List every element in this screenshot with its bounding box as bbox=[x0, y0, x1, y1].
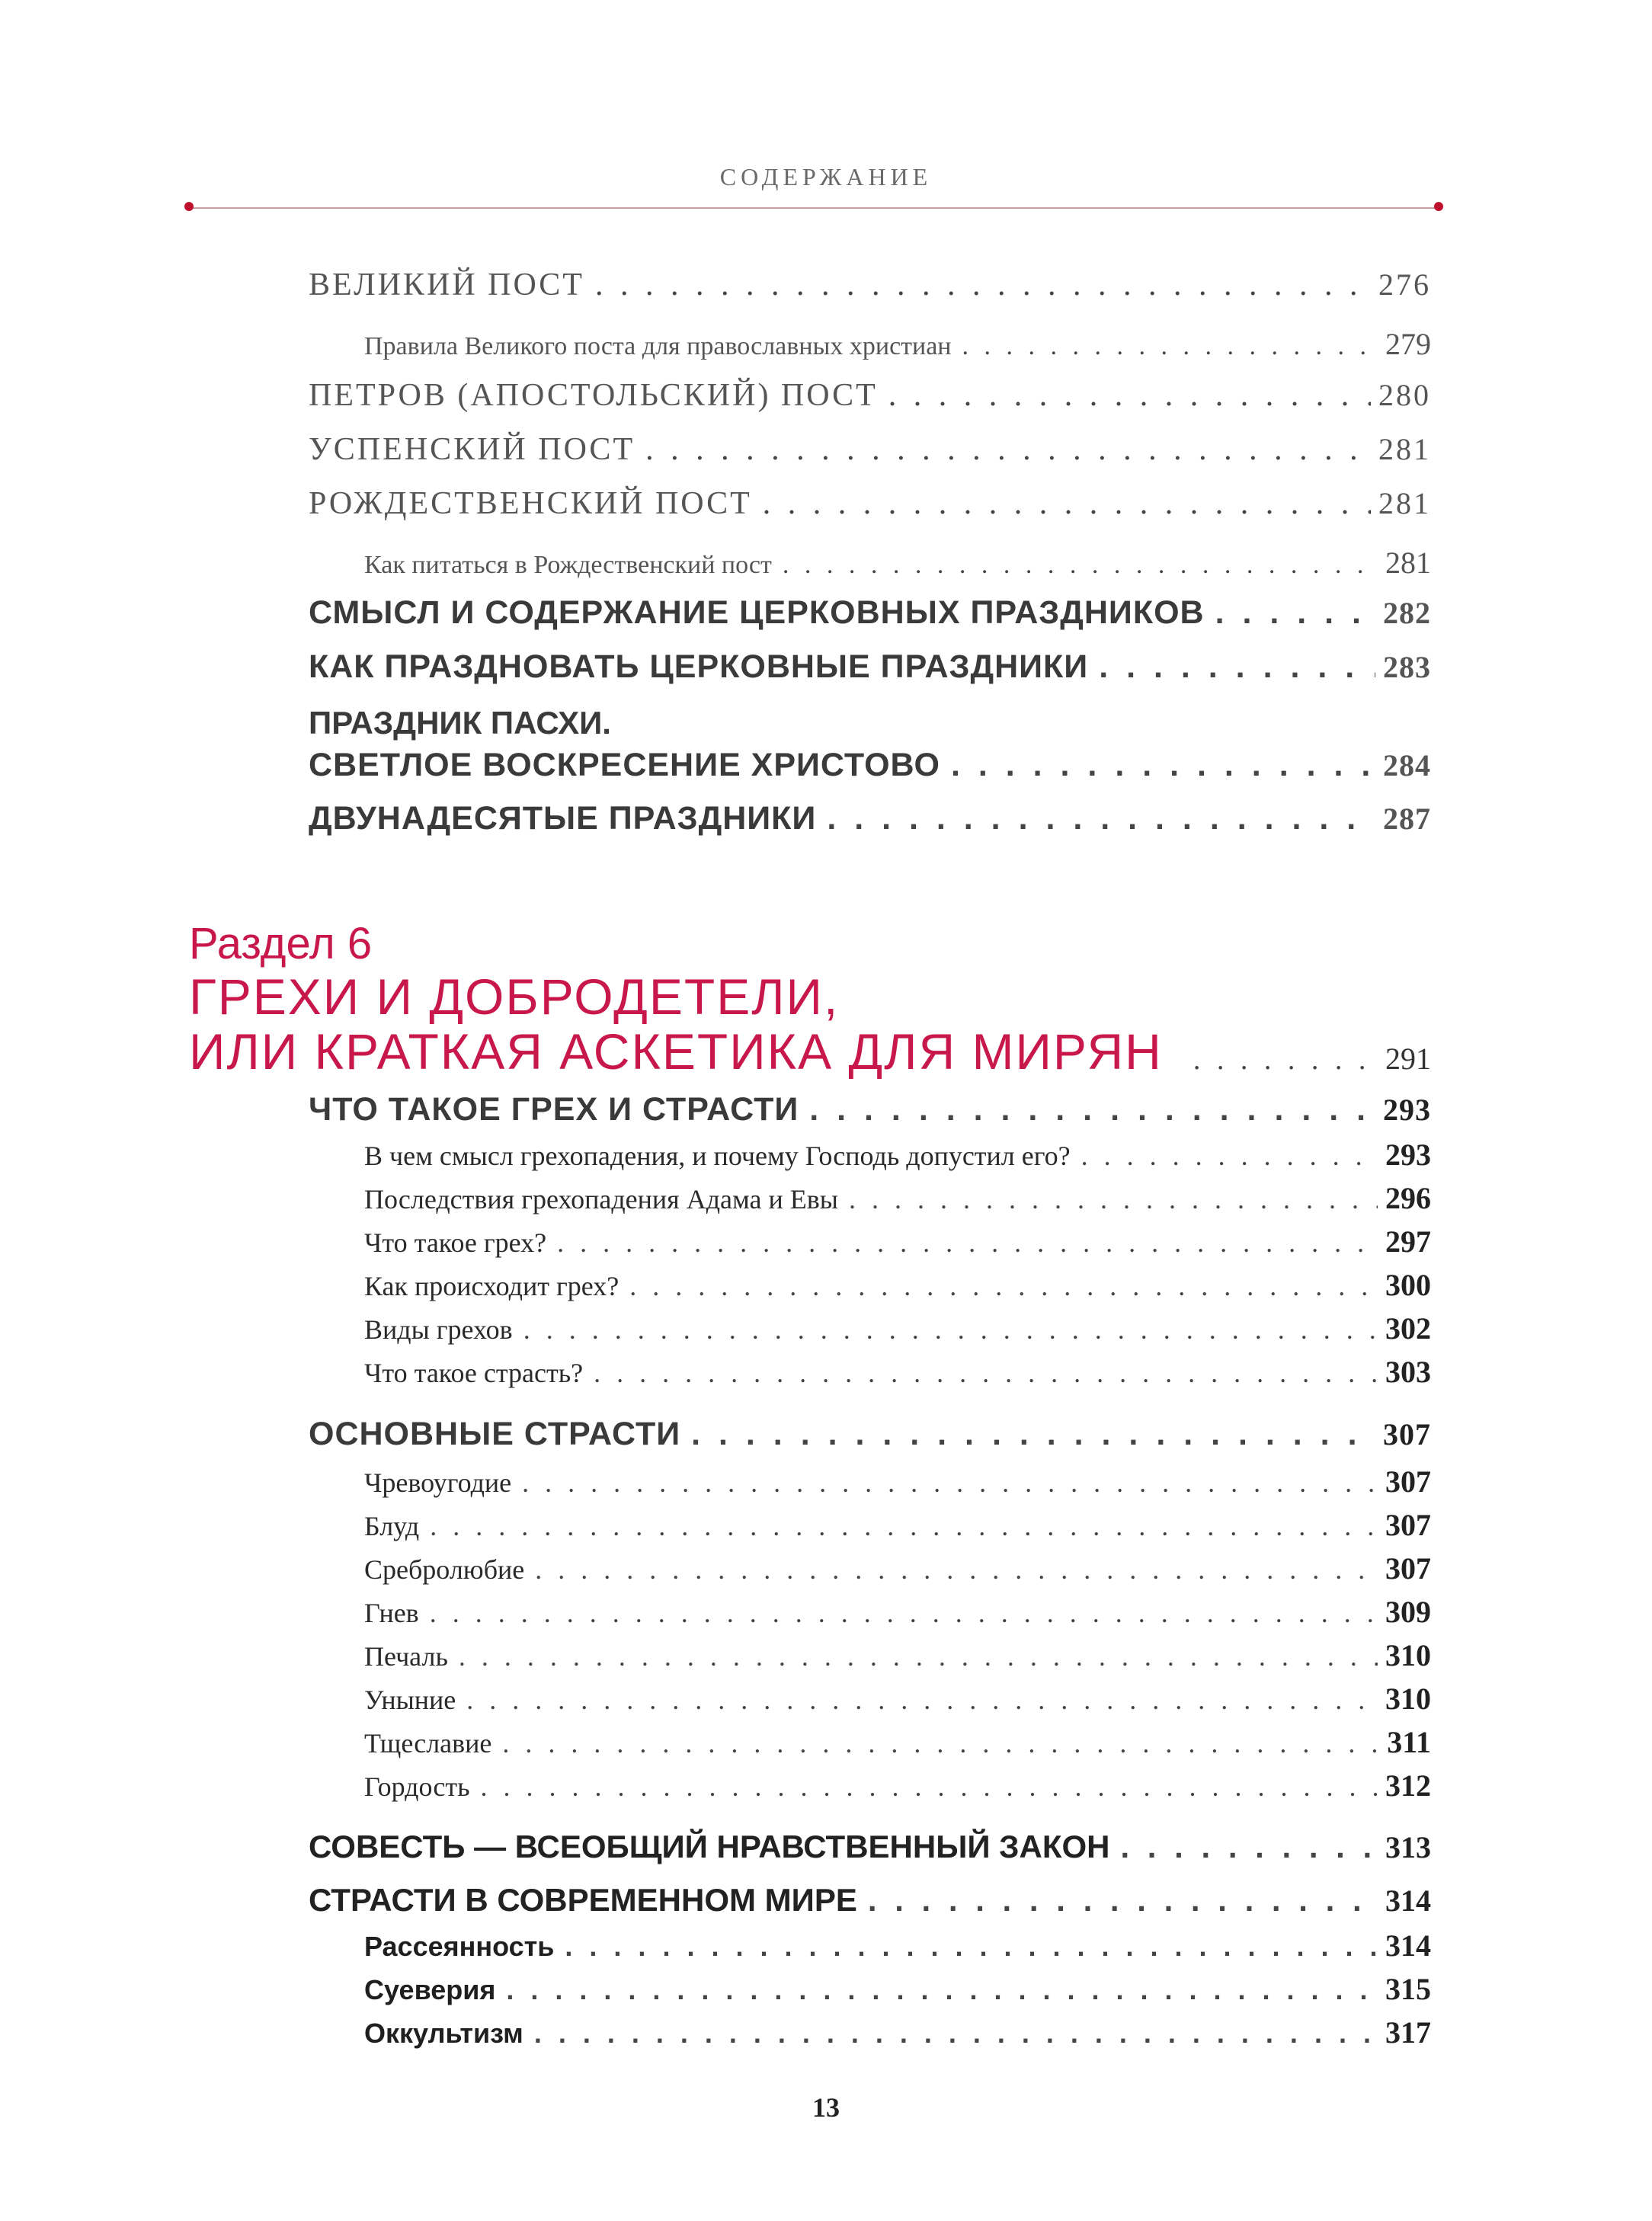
toc-entry-label: Что такое грех? bbox=[364, 1227, 547, 1258]
toc-entry-label: Суеверия bbox=[364, 1974, 496, 2005]
toc-entry-page: 310 bbox=[1385, 1638, 1431, 1672]
leader-dots bbox=[430, 1597, 1378, 1629]
toc-entry-page: 287 bbox=[1383, 802, 1431, 836]
leader-dots bbox=[594, 1357, 1378, 1389]
toc-entry-page: 311 bbox=[1387, 1725, 1431, 1759]
toc-subentry[interactable] bbox=[364, 1971, 1431, 2007]
leader-dots bbox=[502, 1727, 1379, 1759]
toc-entry[interactable] bbox=[309, 431, 1431, 468]
toc-entry-page: 297 bbox=[1385, 1224, 1431, 1259]
leader-dots bbox=[430, 1510, 1378, 1542]
toc-entry-page: 284 bbox=[1383, 748, 1431, 782]
leader-dots bbox=[506, 1974, 1378, 2006]
section-page: 291 bbox=[1385, 1042, 1431, 1076]
toc-entry-label: РОЖДЕСТВЕНСКИЙ ПОСТ bbox=[309, 486, 752, 521]
leader-dots bbox=[1081, 1140, 1378, 1172]
toc-subentry[interactable] bbox=[364, 1551, 1431, 1586]
toc-entry-label: Как питаться в Рождественский пост bbox=[364, 551, 772, 579]
leader-dots bbox=[1215, 594, 1375, 632]
toc-entry-page: 279 bbox=[1385, 327, 1431, 361]
toc-entry-label: СОВЕСТЬ — ВСЕОБЩИЙ НРАВСТВЕННЫЙ ЗАКОН bbox=[309, 1829, 1110, 1864]
toc-entry-label: Что такое страсть? bbox=[364, 1358, 584, 1388]
toc-subentry[interactable] bbox=[364, 1637, 1431, 1673]
toc-subentry[interactable] bbox=[364, 1311, 1431, 1346]
toc-entry-page: 280 bbox=[1378, 378, 1431, 412]
toc-entry-page: 313 bbox=[1385, 1830, 1431, 1864]
leader-dots bbox=[565, 1931, 1378, 1963]
toc-entry-label: ПЕТРОВ (АПОСТОЛЬСКИЙ) ПОСТ bbox=[309, 378, 878, 413]
toc-subentry[interactable] bbox=[364, 1180, 1431, 1216]
toc-entry-page: 309 bbox=[1385, 1595, 1431, 1629]
leader-dots bbox=[1099, 648, 1375, 686]
toc-entry-label: Виды грехов bbox=[364, 1314, 513, 1345]
leader-dots bbox=[557, 1227, 1378, 1259]
toc-entry-label: СМЫСЛ И СОДЕРЖАНИЕ ЦЕРКОВНЫХ ПРАЗДНИКОВ bbox=[309, 594, 1205, 631]
toc-subentry[interactable] bbox=[364, 1464, 1431, 1499]
toc-entry-label: Сребролюбие bbox=[364, 1554, 525, 1585]
toc-subentry[interactable] bbox=[364, 1768, 1431, 1803]
header-rule bbox=[189, 207, 1439, 209]
toc-entry-page: 283 bbox=[1383, 650, 1431, 684]
toc-entry[interactable] bbox=[309, 747, 1431, 784]
toc-entry-page: 281 bbox=[1378, 432, 1431, 466]
leader-dots bbox=[629, 1270, 1378, 1302]
toc-subentry[interactable] bbox=[364, 545, 1431, 581]
toc-subentry[interactable] bbox=[364, 326, 1431, 362]
toc-subentry[interactable] bbox=[364, 1594, 1431, 1630]
toc-entry-page: 302 bbox=[1385, 1311, 1431, 1346]
leader-dots bbox=[888, 377, 1371, 414]
toc-entry-label: УСПЕНСКИЙ ПОСТ bbox=[309, 432, 636, 467]
toc-entry-page: 317 bbox=[1385, 2015, 1431, 2050]
toc-entry-label: Гнев bbox=[364, 1598, 419, 1628]
toc-entry[interactable] bbox=[309, 800, 1431, 837]
toc-entry-label: Тщеславие bbox=[364, 1728, 492, 1759]
toc-entry-page: 293 bbox=[1385, 1138, 1431, 1172]
leader-dots bbox=[466, 1684, 1378, 1716]
toc-entry-label: ОСНОВНЫЕ СТРАСТИ bbox=[309, 1416, 681, 1452]
toc-entry[interactable] bbox=[309, 594, 1431, 632]
toc-subentry[interactable] bbox=[364, 1681, 1431, 1717]
toc-entry-label: СТРАСТИ В СОВРЕМЕННОМ МИРЕ bbox=[309, 1882, 857, 1918]
toc-entry-page: 293 bbox=[1383, 1093, 1431, 1127]
toc-entry-label: Рассеянность bbox=[364, 1931, 555, 1962]
toc-subentry[interactable] bbox=[364, 2015, 1431, 2050]
leader-dots bbox=[1120, 1829, 1378, 1865]
toc-entry-label: СВЕТЛОЕ ВОСКРЕСЕНИЕ ХРИСТОВО bbox=[309, 747, 940, 783]
section-label: Раздел 6 bbox=[189, 919, 373, 968]
toc-entry-page: 310 bbox=[1385, 1682, 1431, 1716]
toc-entry-page: 303 bbox=[1385, 1355, 1431, 1389]
toc-entry[interactable] bbox=[309, 267, 1431, 303]
toc-entry-page: 312 bbox=[1385, 1768, 1431, 1803]
leader-dots bbox=[868, 1882, 1378, 1919]
toc-entry-label: Гордость bbox=[364, 1771, 470, 1802]
toc-entry-page: 281 bbox=[1385, 546, 1431, 580]
toc-entry[interactable] bbox=[309, 648, 1431, 686]
toc-entry-page: 307 bbox=[1385, 1551, 1431, 1586]
toc-entry-page: 296 bbox=[1385, 1181, 1431, 1215]
toc-entry-label: Правила Великого поста для православных христиан bbox=[364, 332, 952, 360]
toc-entry-label: ЧТО ТАКОЕ ГРЕХ И СТРАСТИ bbox=[309, 1091, 799, 1128]
toc-entry[interactable] bbox=[309, 1882, 1431, 1919]
toc-entry-label: Как происходит грех? bbox=[364, 1271, 620, 1301]
leader-dots bbox=[645, 431, 1371, 468]
toc-subentry[interactable] bbox=[364, 1224, 1431, 1259]
toc-entry-label: Чревоугодие bbox=[364, 1467, 512, 1498]
leader-dots bbox=[595, 267, 1371, 303]
header-rule-dot-right bbox=[1434, 202, 1443, 211]
leader-dots bbox=[534, 2018, 1378, 2050]
toc-entry[interactable] bbox=[309, 377, 1431, 414]
page-number: 13 bbox=[812, 2092, 840, 2123]
section-entry[interactable] bbox=[189, 1022, 1431, 1080]
leader-dots bbox=[783, 551, 1378, 580]
leader-dots bbox=[962, 332, 1378, 361]
leader-dots bbox=[951, 747, 1375, 784]
toc-entry[interactable] bbox=[309, 485, 1431, 522]
toc-entry-page: 315 bbox=[1385, 1972, 1431, 2006]
toc-entry-page: 300 bbox=[1385, 1268, 1431, 1302]
toc-entry-page: 307 bbox=[1385, 1508, 1431, 1542]
toc-subentry[interactable] bbox=[364, 1267, 1431, 1303]
leader-dots bbox=[691, 1416, 1375, 1453]
toc-subentry[interactable] bbox=[364, 1724, 1431, 1760]
toc-entry-page: 281 bbox=[1378, 486, 1431, 520]
leader-dots bbox=[481, 1771, 1378, 1803]
leader-dots bbox=[459, 1640, 1378, 1672]
toc-subentry[interactable] bbox=[364, 1354, 1431, 1390]
toc-entry-label: ДВУНАДЕСЯТЫЕ ПРАЗДНИКИ bbox=[309, 800, 817, 837]
toc-entry-label: Печаль bbox=[364, 1641, 448, 1672]
toc-entry-page: 307 bbox=[1385, 1464, 1431, 1499]
leader-dots bbox=[1193, 1043, 1378, 1077]
toc-entry-page: 307 bbox=[1383, 1417, 1431, 1451]
section-title-line1: ГРЕХИ И ДОБРОДЕТЕЛИ, bbox=[189, 968, 840, 1025]
running-head: СОДЕРЖАНИЕ bbox=[719, 163, 933, 190]
toc-entry-page: 282 bbox=[1383, 596, 1431, 630]
leader-dots bbox=[522, 1467, 1378, 1499]
toc-entry-label-line1: ПРАЗДНИК ПАСХИ. bbox=[309, 705, 611, 741]
toc-entry-label: ВЕЛИКИЙ ПОСТ bbox=[309, 267, 584, 302]
toc-entry-page: 314 bbox=[1385, 1928, 1431, 1963]
toc-entry-label: Оккультизм bbox=[364, 2018, 523, 2049]
leader-dots bbox=[763, 485, 1371, 522]
toc-entry-label: КАК ПРАЗДНОВАТЬ ЦЕРКОВНЫЕ ПРАЗДНИКИ bbox=[309, 648, 1089, 685]
toc-entry[interactable] bbox=[309, 1829, 1431, 1865]
toc-entry[interactable] bbox=[309, 1091, 1431, 1128]
leader-dots bbox=[535, 1554, 1378, 1586]
header-rule-dot-left bbox=[184, 202, 194, 211]
leader-dots bbox=[827, 800, 1375, 837]
toc-entry-page: 276 bbox=[1378, 267, 1431, 302]
toc-entry-label: Последствия грехопадения Адама и Евы bbox=[364, 1184, 838, 1215]
leader-dots bbox=[523, 1314, 1378, 1346]
toc-entry-label: Уныние bbox=[364, 1685, 456, 1715]
section-title-line2: ИЛИ КРАТКАЯ АСКЕТИКА ДЛЯ МИРЯН bbox=[189, 1023, 1163, 1080]
toc-entry-label: В чем смысл грехопадения, и почему Господь допустил его? bbox=[364, 1141, 1071, 1171]
leader-dots bbox=[809, 1091, 1375, 1128]
toc-subentry[interactable] bbox=[364, 1137, 1431, 1173]
toc-entry-label: Блуд bbox=[364, 1511, 420, 1541]
toc-entry-page: 314 bbox=[1385, 1883, 1431, 1918]
toc-subentry[interactable] bbox=[364, 1507, 1431, 1543]
toc-subentry[interactable] bbox=[364, 1928, 1431, 1963]
leader-dots bbox=[849, 1183, 1378, 1215]
toc-entry[interactable] bbox=[309, 1416, 1431, 1453]
